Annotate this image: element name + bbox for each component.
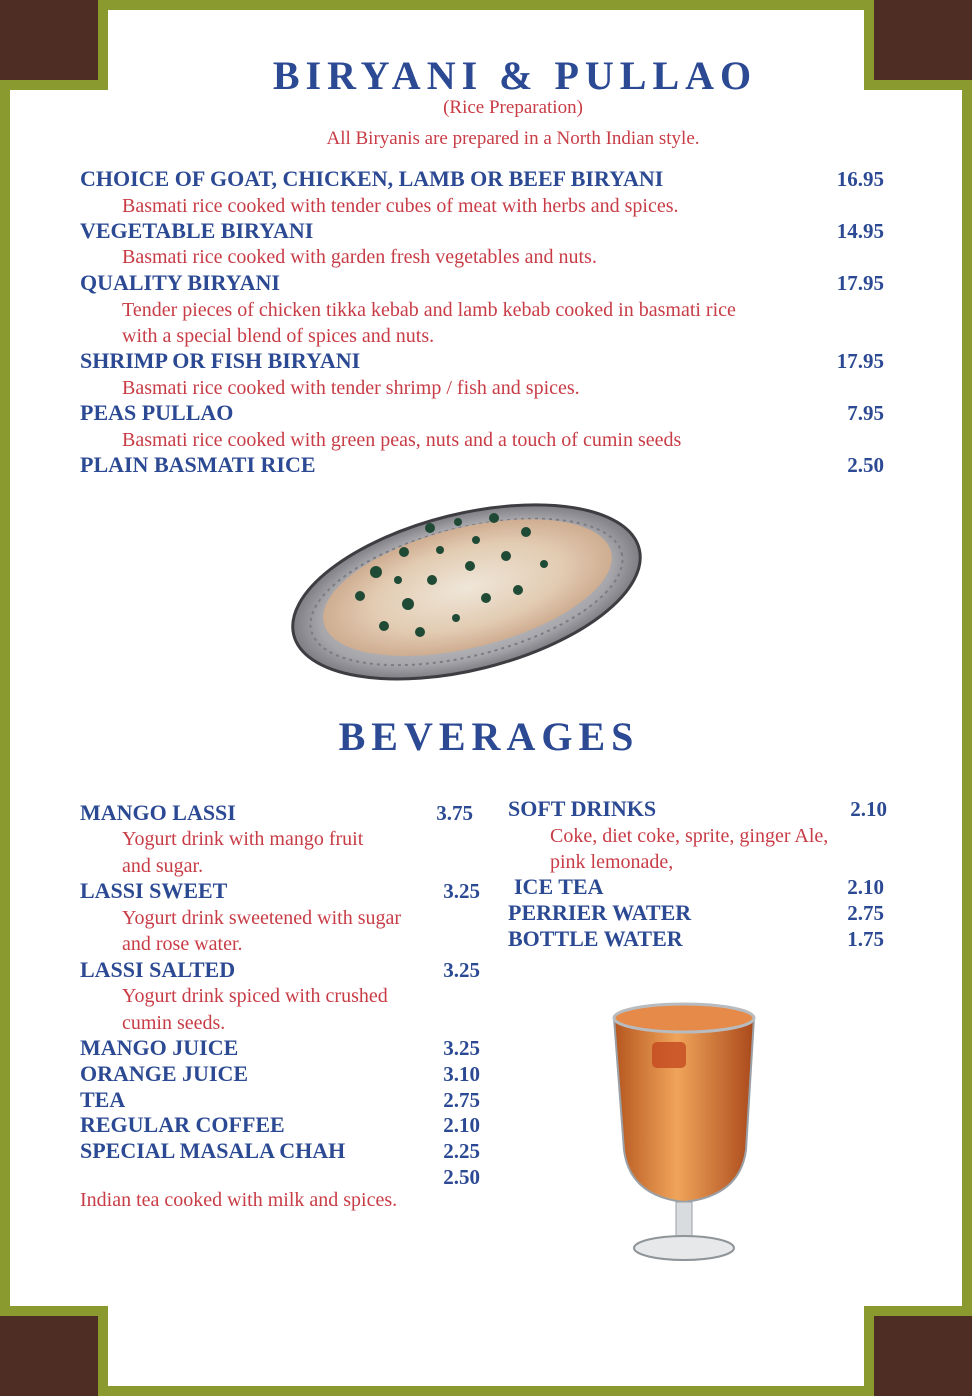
beverage-price: 1.75 [847, 927, 884, 951]
biryani-note: All Biryanis are prepared in a North Indian style. [326, 128, 700, 149]
rice-platter-image [280, 480, 652, 700]
menu-item-name: PEAS PULLAO [80, 400, 234, 425]
beverage-price: 3.10 [443, 1062, 480, 1086]
beverage-description: and rose water. [122, 933, 243, 955]
menu-item-description: Basmati rice cooked with tender cubes of meat with herbs and spices. [122, 195, 679, 217]
menu-item-price: 7.95 [847, 401, 884, 425]
beverage-description: Yogurt drink with mango fruit [122, 828, 364, 850]
menu-item-description: Basmati rice cooked with tender shrimp / fish and spices. [122, 377, 580, 399]
menu-item-price: 17.95 [836, 271, 884, 295]
beverage-name: SOFT DRINKS [508, 796, 657, 821]
beverage-description: Coke, diet coke, sprite, ginger Ale, [550, 825, 829, 847]
beverage-name: MANGO LASSI [80, 800, 236, 825]
beverage-price: 2.10 [850, 797, 887, 821]
menu-item-description: Basmati rice cooked with green peas, nuts and a touch of cumin seeds [122, 429, 682, 451]
menu-item-name: PLAIN BASMATI RICE [80, 452, 316, 477]
beverage-name: MANGO JUICE [80, 1035, 239, 1060]
beverage-name: ORANGE JUICE [80, 1061, 249, 1086]
beverage-price: 3.25 [443, 879, 480, 903]
beverages-section-title: BEVERAGES [338, 714, 640, 759]
menu-item-price: 14.95 [836, 219, 884, 243]
beverage-description: Yogurt drink sweetened with sugar [122, 907, 402, 929]
beverage-name: LASSI SWEET [80, 878, 228, 903]
beverage-description: Yogurt drink spiced with crushed [122, 985, 388, 1007]
beverage-extra-price: 2.50 [443, 1165, 480, 1189]
menu-item-name: QUALITY BIRYANI [80, 270, 280, 295]
menu-item-name: CHOICE OF GOAT, CHICKEN, LAMB OR BEEF BIRYANI [80, 166, 664, 191]
beverage-name: TEA [80, 1087, 126, 1112]
beverage-description: cumin seeds. [122, 1012, 226, 1034]
beverage-price: 2.75 [847, 901, 884, 925]
menu-item-description: with a special blend of spices and nuts. [122, 325, 435, 347]
beverage-price: 2.75 [443, 1088, 480, 1112]
menu-item-name: VEGETABLE BIRYANI [80, 218, 314, 243]
menu-item-price: 2.50 [847, 453, 884, 477]
biryani-subtitle: (Rice Preparation) [443, 97, 583, 118]
beverage-description: and sugar. [122, 855, 204, 877]
beverage-price: 3.25 [443, 958, 480, 982]
beverage-description: pink lemonade, [550, 851, 674, 873]
beverage-price: 3.75 [436, 801, 473, 825]
menu-item-price: 17.95 [836, 349, 884, 373]
menu-item-price: 16.95 [836, 167, 884, 191]
beverage-price: 2.10 [847, 875, 884, 899]
beverage-name: LASSI SALTED [80, 957, 236, 982]
beverage-price: 2.10 [443, 1113, 480, 1137]
menu-item-description: Basmati rice cooked with garden fresh vegetables and nuts. [122, 246, 597, 268]
beverage-price: 2.25 [443, 1139, 480, 1163]
beverage-name: BOTTLE WATER [508, 926, 683, 951]
lassi-glass-image [600, 1000, 760, 1270]
beverage-name: SPECIAL MASALA CHAH [80, 1138, 346, 1163]
beverage-name: PERRIER WATER [508, 900, 692, 925]
beverage-name: REGULAR COFFEE [80, 1112, 285, 1137]
beverage-name: ICE TEA [514, 874, 604, 899]
beverage-footnote: Indian tea cooked with milk and spices. [80, 1189, 398, 1211]
biryani-section-title: BIRYANI & PULLAO [272, 53, 758, 98]
menu-item-description: Tender pieces of chicken tikka kebab and lamb kebab cooked in basmati rice [122, 299, 736, 321]
menu-item-name: SHRIMP OR FISH BIRYANI [80, 348, 361, 373]
beverage-price: 3.25 [443, 1036, 480, 1060]
